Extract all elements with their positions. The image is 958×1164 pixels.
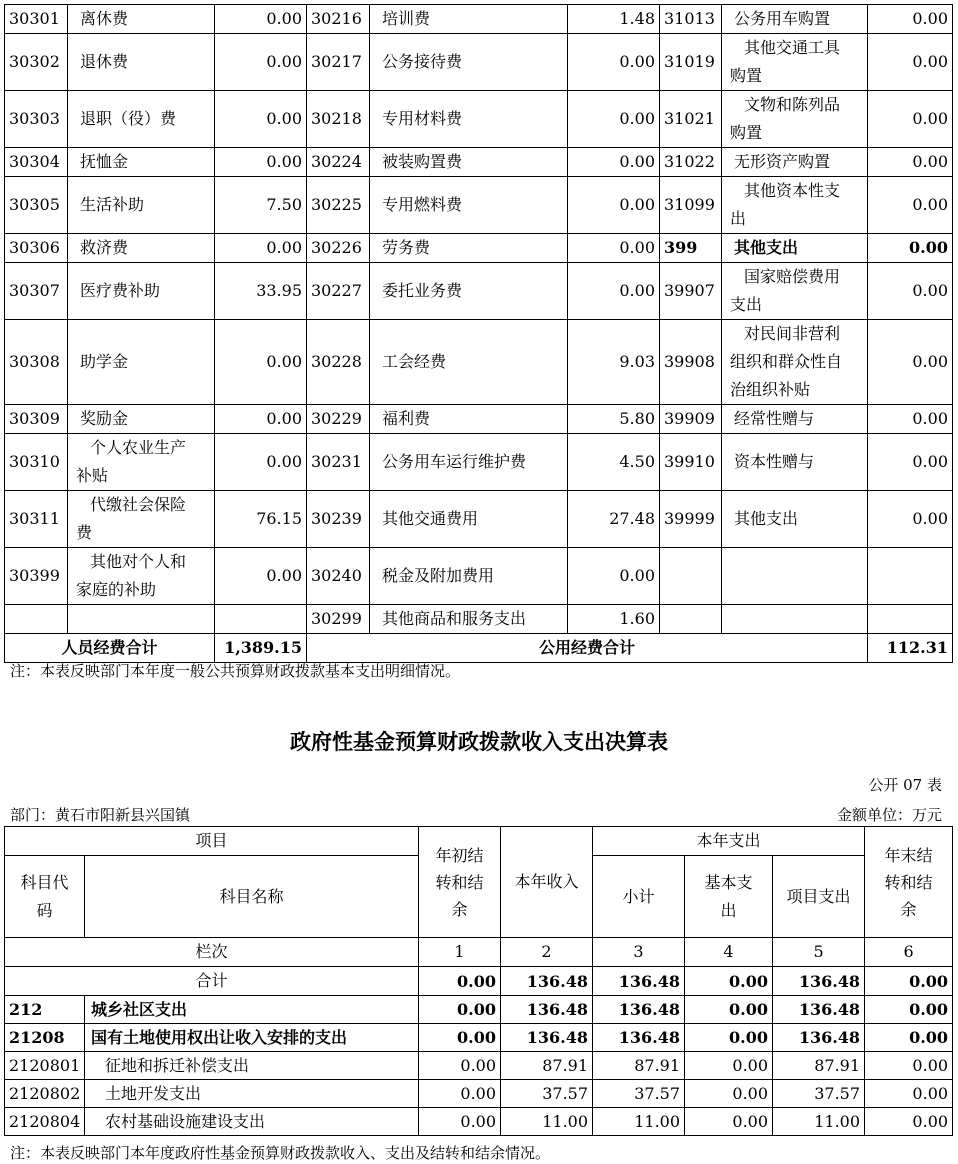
- item-code: 30228: [307, 320, 370, 405]
- item-name: 退职（役）费: [68, 91, 215, 148]
- subject-code: 21208: [5, 1024, 85, 1052]
- item-value: 0.00: [215, 34, 307, 91]
- item-name: 专用燃料费: [370, 177, 568, 234]
- item-code: 30240: [307, 548, 370, 605]
- page-title: 政府性基金预算财政拨款收入支出决算表: [290, 730, 668, 754]
- header-subtotal: 小计: [593, 856, 685, 938]
- header-item: 项目: [5, 827, 419, 856]
- item-value: 4.50: [568, 434, 660, 491]
- item-value: 0.00: [868, 434, 953, 491]
- item-code: 30239: [307, 491, 370, 548]
- item-value: 0.00: [868, 91, 953, 148]
- item-code: 30302: [5, 34, 68, 91]
- amount-cell: 0.00: [685, 1080, 773, 1108]
- item-code: 30303: [5, 91, 68, 148]
- table-total-row: [5, 634, 953, 663]
- item-name: 经常性赠与: [722, 405, 868, 434]
- subject-name: 城乡社区支出: [85, 996, 419, 1024]
- item-value: 0.00: [568, 148, 660, 177]
- item-value: 1.48: [568, 5, 660, 34]
- column-index: 5: [773, 938, 865, 967]
- item-code: 30305: [5, 177, 68, 234]
- item-code: [660, 548, 722, 605]
- amount-cell: 0.00: [685, 1024, 773, 1052]
- item-value: 7.50: [215, 177, 307, 234]
- item-value: 0.00: [215, 434, 307, 491]
- item-code: 39907: [660, 263, 722, 320]
- item-name: 公务用车运行维护费: [370, 434, 568, 491]
- basic-expense-detail-table: [4, 4, 953, 663]
- item-value: [215, 605, 307, 634]
- amount-cell: 136.48: [773, 1024, 865, 1052]
- item-name: 退休费: [68, 34, 215, 91]
- item-code: 30216: [307, 5, 370, 34]
- item-name: 个人农业生产 补贴: [68, 434, 215, 491]
- item-value: 0.00: [215, 5, 307, 34]
- header-begin-balance: 年初结 转和结 余: [419, 827, 501, 938]
- item-code: 30311: [5, 491, 68, 548]
- item-value: 0.00: [568, 234, 660, 263]
- item-value: 76.15: [215, 491, 307, 548]
- item-code: [660, 605, 722, 634]
- item-code: 31013: [660, 5, 722, 34]
- amount-cell: 87.91: [501, 1052, 593, 1080]
- item-code: 30225: [307, 177, 370, 234]
- amount-cell: 87.91: [593, 1052, 685, 1080]
- column-index: 6: [865, 938, 953, 967]
- item-name: 劳务费: [370, 234, 568, 263]
- table-note: 注：本表反映部门本年度一般公共预算财政拨款基本支出明细情况。: [10, 662, 461, 680]
- header-project: 项目支出: [773, 856, 865, 938]
- amount-cell: 136.48: [593, 996, 685, 1024]
- header-basic: 基本支 出: [685, 856, 773, 938]
- item-name: 无形资产购置: [722, 148, 868, 177]
- amount-cell: 136.48: [593, 1024, 685, 1052]
- item-code: 31019: [660, 34, 722, 91]
- table-row: [5, 263, 953, 320]
- item-name: 抚恤金: [68, 148, 215, 177]
- subject-code: 2120804: [5, 1108, 85, 1136]
- item-code: 30218: [307, 91, 370, 148]
- column-index: 1: [419, 938, 501, 967]
- item-code: [5, 605, 68, 634]
- item-value: 0.00: [215, 320, 307, 405]
- item-name: 医疗费补助: [68, 263, 215, 320]
- item-value: 0.00: [868, 263, 953, 320]
- item-name: 其他支出: [722, 491, 868, 548]
- table-row: [5, 605, 953, 634]
- table-row: [5, 1052, 953, 1080]
- item-name: 其他商品和服务支出: [370, 605, 568, 634]
- table-note: 注：本表反映部门本年度政府性基金预算财政拨款收入、支出及结转和结余情况。: [10, 1144, 551, 1162]
- item-code: 399: [660, 234, 722, 263]
- amount-cell: 0.00: [419, 1080, 501, 1108]
- header-end-balance: 年末结 转和结 余: [865, 827, 953, 938]
- amount-cell: 0.00: [865, 1108, 953, 1136]
- amount-cell: 0.00: [865, 1024, 953, 1052]
- item-name: 奖励金: [68, 405, 215, 434]
- item-code: 39908: [660, 320, 722, 405]
- item-code: 30306: [5, 234, 68, 263]
- amount-cell: 136.48: [773, 996, 865, 1024]
- item-name: 其他支出: [722, 234, 868, 263]
- total-row: [5, 967, 953, 996]
- item-value: [868, 605, 953, 634]
- amount-cell: 0.00: [419, 996, 501, 1024]
- amount-cell: 11.00: [773, 1108, 865, 1136]
- item-name: 其他资本性支 出: [722, 177, 868, 234]
- item-code: 30308: [5, 320, 68, 405]
- item-value: 33.95: [215, 263, 307, 320]
- amount-cell: 0.00: [685, 1108, 773, 1136]
- amount-cell: 37.57: [501, 1080, 593, 1108]
- item-name: 文物和陈列品 购置: [722, 91, 868, 148]
- item-code: 30299: [307, 605, 370, 634]
- total-value: 0.00: [685, 967, 773, 996]
- item-value: 0.00: [868, 148, 953, 177]
- header-code: 科目代 码: [5, 856, 85, 938]
- amount-cell: 11.00: [593, 1108, 685, 1136]
- department-label: 部门：黄石市阳新县兴国镇: [10, 806, 191, 824]
- item-name: 对民间非营利 组织和群众性自 治组织补贴: [722, 320, 868, 405]
- header-name: 科目名称: [85, 856, 419, 938]
- item-code: 30231: [307, 434, 370, 491]
- item-value: 1.60: [568, 605, 660, 634]
- total-label: 合计: [5, 967, 419, 996]
- amount-cell: 136.48: [501, 996, 593, 1024]
- item-value: 0.00: [568, 91, 660, 148]
- item-name: 生活补助: [68, 177, 215, 234]
- item-name: 公务用车购置: [722, 5, 868, 34]
- subject-name: 征地和拆迁补偿支出: [85, 1052, 419, 1080]
- item-name: 被装购置费: [370, 148, 568, 177]
- item-name: 其他交通工具 购置: [722, 34, 868, 91]
- column-index: 3: [593, 938, 685, 967]
- item-name: 离休费: [68, 5, 215, 34]
- item-value: 0.00: [868, 5, 953, 34]
- total-value: 0.00: [865, 967, 953, 996]
- column-index-label: 栏次: [5, 938, 419, 967]
- item-name: 代缴社会保险 费: [68, 491, 215, 548]
- item-name: 公务接待费: [370, 34, 568, 91]
- item-value: 0.00: [868, 405, 953, 434]
- item-value: 0.00: [868, 34, 953, 91]
- item-name: 国家赔偿费用 支出: [722, 263, 868, 320]
- item-value: 9.03: [568, 320, 660, 405]
- item-value: 5.80: [568, 405, 660, 434]
- item-name: [722, 605, 868, 634]
- item-code: 31022: [660, 148, 722, 177]
- subject-code: 2120802: [5, 1080, 85, 1108]
- table-row: [5, 996, 953, 1024]
- item-code: 30229: [307, 405, 370, 434]
- item-value: 0.00: [215, 405, 307, 434]
- item-code: 30226: [307, 234, 370, 263]
- total-value: 136.48: [501, 967, 593, 996]
- item-name: 其他对个人和 家庭的补助: [68, 548, 215, 605]
- amount-cell: 87.91: [773, 1052, 865, 1080]
- amount-cell: 0.00: [419, 1052, 501, 1080]
- subject-code: 2120801: [5, 1052, 85, 1080]
- item-name: 税金及附加费用: [370, 548, 568, 605]
- item-value: 0.00: [568, 263, 660, 320]
- table-row: [5, 1024, 953, 1052]
- table-row: [5, 320, 953, 405]
- table-row: [5, 548, 953, 605]
- header-income: 本年收入: [501, 827, 593, 938]
- item-code: 30227: [307, 263, 370, 320]
- item-value: 0.00: [568, 548, 660, 605]
- amount-cell: 11.00: [501, 1108, 593, 1136]
- subject-code: 212: [5, 996, 85, 1024]
- amount-cell: 136.48: [501, 1024, 593, 1052]
- item-code: 30301: [5, 5, 68, 34]
- item-code: 30309: [5, 405, 68, 434]
- table-row: [5, 148, 953, 177]
- item-value: [868, 548, 953, 605]
- subject-name: 国有土地使用权出让收入安排的支出: [85, 1024, 419, 1052]
- item-name: 委托业务费: [370, 263, 568, 320]
- public-total-value: 112.31: [868, 634, 953, 663]
- item-value: 0.00: [215, 548, 307, 605]
- amount-cell: 0.00: [865, 1080, 953, 1108]
- amount-cell: 0.00: [865, 1052, 953, 1080]
- amount-cell: 0.00: [685, 996, 773, 1024]
- unit-label: 金额单位：万元: [836, 806, 942, 824]
- column-index: 2: [501, 938, 593, 967]
- item-code: 31099: [660, 177, 722, 234]
- item-value: 0.00: [868, 320, 953, 405]
- table-row: [5, 1108, 953, 1136]
- table-row: [5, 491, 953, 548]
- table-row: [5, 34, 953, 91]
- total-value: 136.48: [593, 967, 685, 996]
- table-number: 公开 07 表: [868, 776, 942, 794]
- public-total-label: 公用经费合计: [307, 634, 868, 663]
- item-value: 0.00: [868, 491, 953, 548]
- amount-cell: 37.57: [593, 1080, 685, 1108]
- item-code: 39910: [660, 434, 722, 491]
- table-row: [5, 405, 953, 434]
- item-name: 资本性赠与: [722, 434, 868, 491]
- table-row: [5, 1080, 953, 1108]
- column-index: 4: [685, 938, 773, 967]
- amount-cell: 0.00: [685, 1052, 773, 1080]
- total-value: 136.48: [773, 967, 865, 996]
- item-code: 31021: [660, 91, 722, 148]
- item-value: 0.00: [568, 177, 660, 234]
- item-name: 专用材料费: [370, 91, 568, 148]
- item-code: 30224: [307, 148, 370, 177]
- item-name: 福利费: [370, 405, 568, 434]
- table-row: [5, 5, 953, 34]
- item-name: 其他交通费用: [370, 491, 568, 548]
- item-value: 0.00: [215, 91, 307, 148]
- item-value: 0.00: [215, 148, 307, 177]
- table-row: [5, 434, 953, 491]
- table-row: [5, 177, 953, 234]
- personnel-total-value: 1,389.15: [215, 634, 307, 663]
- item-name: 助学金: [68, 320, 215, 405]
- item-value: 0.00: [215, 234, 307, 263]
- item-name: [722, 548, 868, 605]
- fund-budget-table: [4, 826, 953, 1136]
- item-code: 39999: [660, 491, 722, 548]
- item-value: 0.00: [868, 234, 953, 263]
- subject-name: 农村基础设施建设支出: [85, 1108, 419, 1136]
- item-name: [68, 605, 215, 634]
- item-code: 30304: [5, 148, 68, 177]
- item-value: 0.00: [568, 34, 660, 91]
- item-value: 0.00: [868, 177, 953, 234]
- personnel-total-label: 人员经费合计: [5, 634, 215, 663]
- header-expense: 本年支出: [593, 827, 865, 856]
- amount-cell: 0.00: [865, 996, 953, 1024]
- amount-cell: 0.00: [419, 1108, 501, 1136]
- item-name: 培训费: [370, 5, 568, 34]
- item-name: 工会经费: [370, 320, 568, 405]
- table-row: [5, 234, 953, 263]
- amount-cell: 0.00: [419, 1024, 501, 1052]
- item-code: 39909: [660, 405, 722, 434]
- subject-name: 土地开发支出: [85, 1080, 419, 1108]
- item-code: 30310: [5, 434, 68, 491]
- item-code: 30399: [5, 548, 68, 605]
- item-code: 30307: [5, 263, 68, 320]
- amount-cell: 37.57: [773, 1080, 865, 1108]
- table-row: [5, 91, 953, 148]
- item-name: 救济费: [68, 234, 215, 263]
- item-value: 27.48: [568, 491, 660, 548]
- item-code: 30217: [307, 34, 370, 91]
- total-value: 0.00: [419, 967, 501, 996]
